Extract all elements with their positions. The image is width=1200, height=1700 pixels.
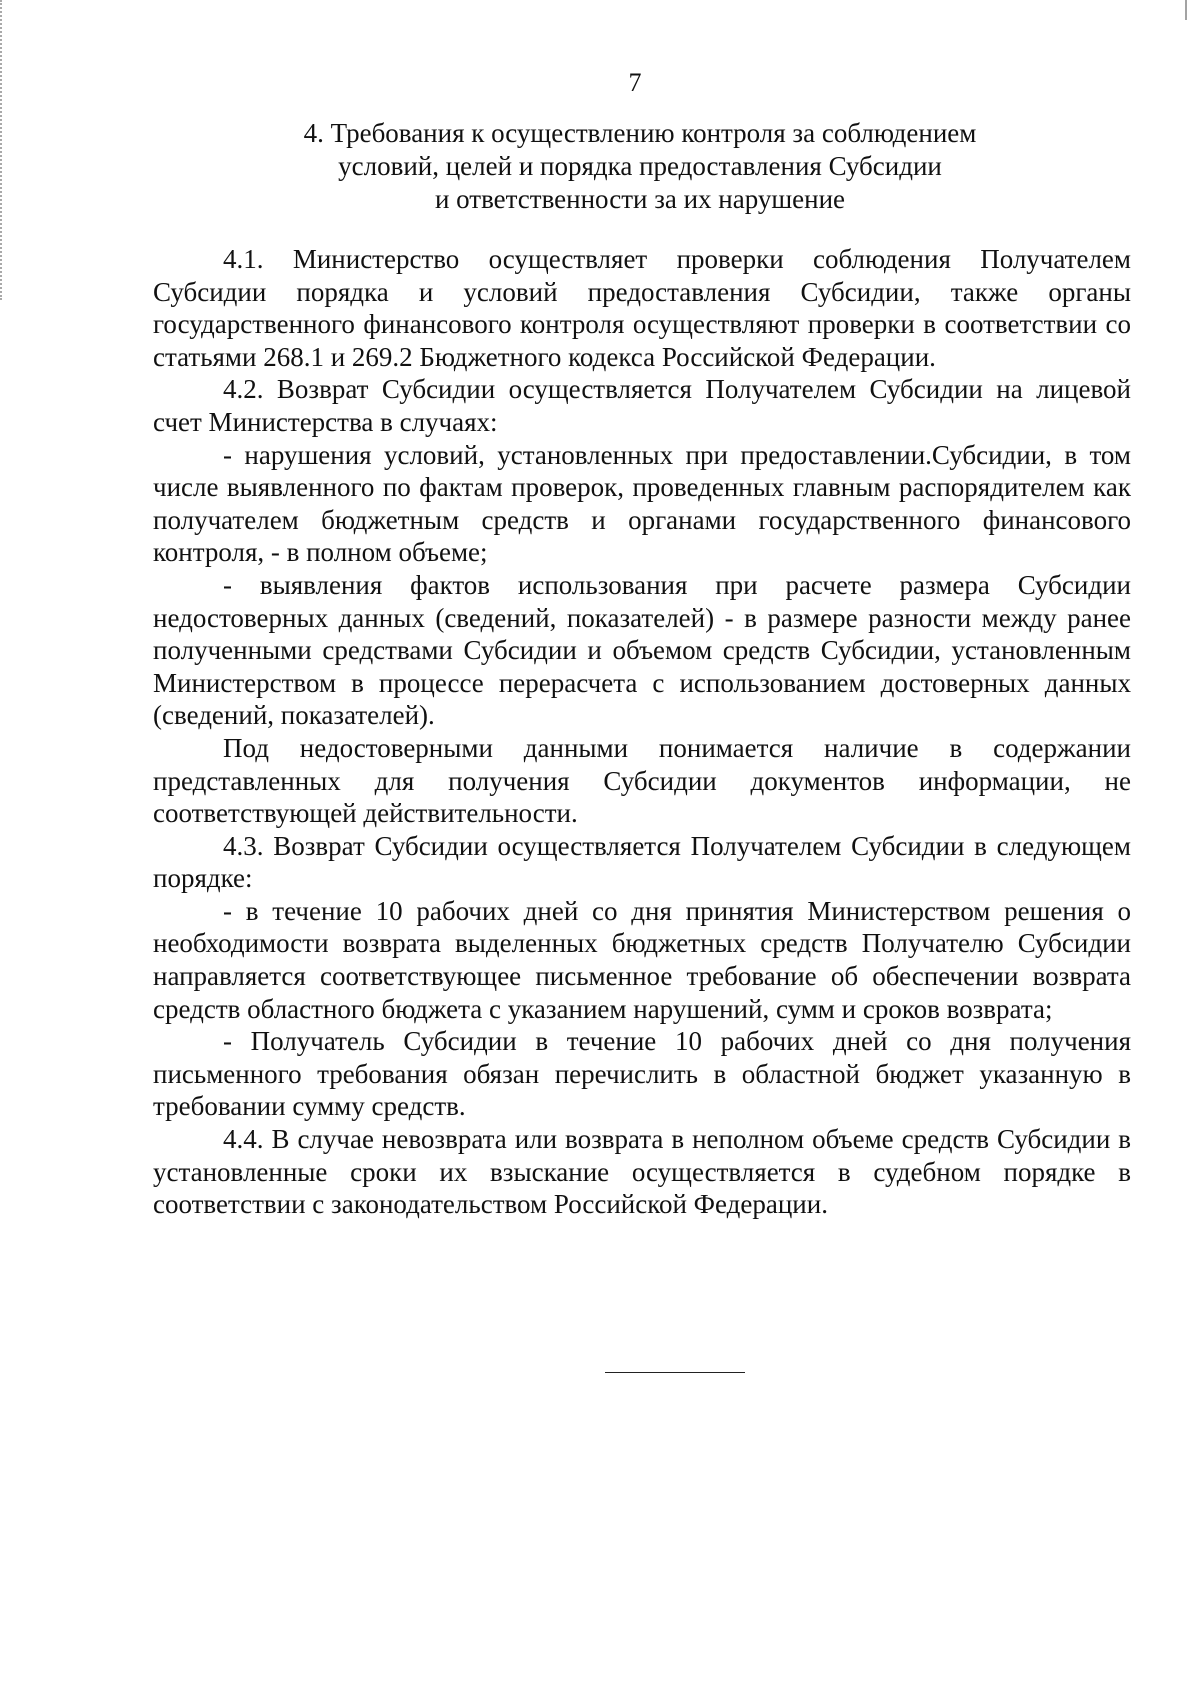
list-item-violation: - нарушения условий, установленных при предоставлении.Субсидии, в том числе выявленного по фактам проверок, проведенных главным распорядителем как получателем бюджетным средств и органами государственного финансового контроля, - в полном объеме; (153, 439, 1131, 568)
scan-corner-mark (1185, 0, 1187, 20)
paragraph-definition: Под недостоверными данными понимается наличие в содержании представленных для получения Субсидии документов информации, не соответствующей действительности. (153, 732, 1131, 829)
section-heading-line: условий, целей и порядка предоставления Субсидии (338, 151, 942, 181)
paragraph-4-4: 4.4. В случае невозврата или возврата в неполном объеме средств Субсидии в установленные сроки их взыскание осуществляется в судебном порядке в соответствии с законодательством Российской Федерации. (153, 1124, 1131, 1220)
section-heading-line: 4. Требования к осуществлению контроля за соблюдением (303, 118, 977, 148)
page-number: 7 (628, 68, 642, 97)
list-item-requirement: - в течение 10 рабочих дней со дня принятия Министерством решения о необходимости возврата выделенных бюджетных средств Получателю Субсидии направляется соответствующее письменное требование об обеспечении возврата средств областного бюджета с указанием нарушений, сумм и сроков возврата; (153, 895, 1131, 1024)
scan-margin-marks (0, 0, 6, 300)
list-item-false-data: - выявления фактов использования при расчете размера Субсидии недостоверных данных (сведений, показателей) - в размере разности между ранее полученными средствами Субсидии и объемом средств Субсидии, установленным Министерством в процессе перерасчета с использованием достоверных данных (сведений, показателей). (153, 569, 1131, 731)
paragraph-4-3: 4.3. Возврат Субсидии осуществляется Получателем Субсидии в следующем порядке: (153, 830, 1131, 894)
section-heading-line: и ответственности за их нарушение (434, 184, 846, 214)
section-heading (200, 117, 1080, 216)
end-separator-line (605, 1372, 745, 1373)
paragraph-4-2: 4.2. Возврат Субсидии осуществляется Получателем Субсидии на лицевой счет Министерства в случаях: (153, 374, 1131, 437)
paragraph-4-1: 4.1. Министерство осуществляет проверки соблюдения Получателем Субсидии порядка и условий предоставления Субсидии, также органы государственного финансового контроля осуществляют проверки в соответствии со статьями 268.1 и 269.2 Бюджетного кодекса Российской Федерации. (153, 244, 1131, 372)
document-body (153, 243, 1131, 1221)
list-item-transfer: - Получатель Субсидии в течение 10 рабочих дней со дня получения письменного требования обязан перечислить в областной бюджет указанную в требовании сумму средств. (153, 1026, 1131, 1122)
